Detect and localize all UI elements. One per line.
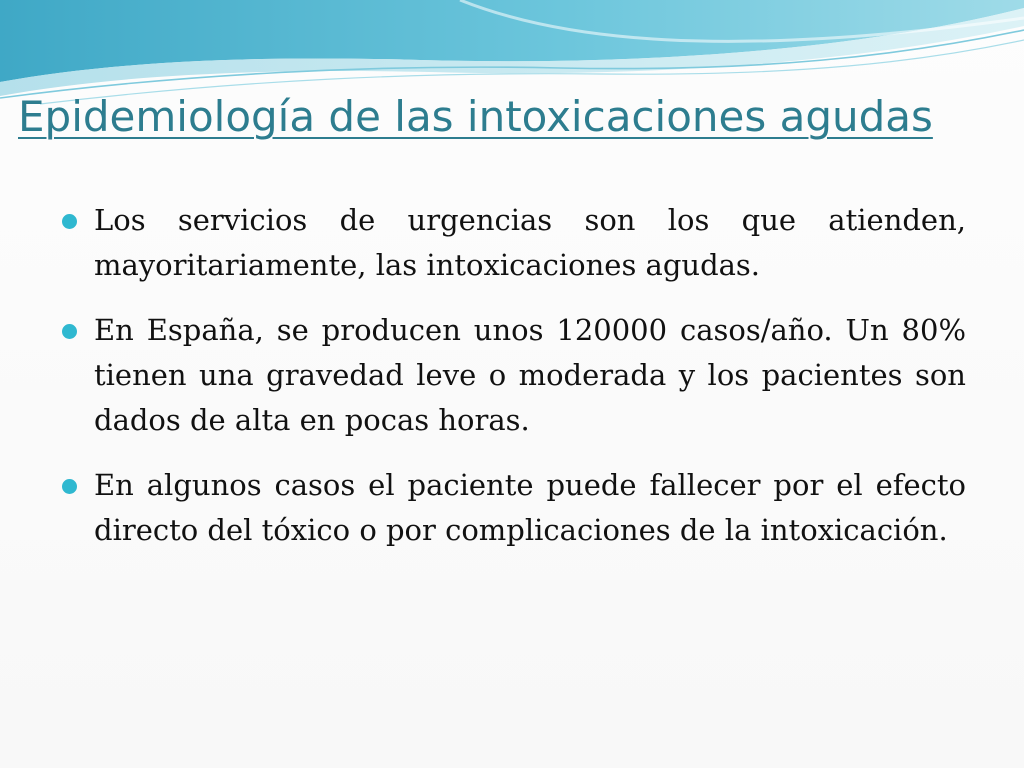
bullet-list [62, 198, 966, 553]
bullet-item [62, 198, 966, 288]
bullet-item [62, 463, 966, 553]
bullet-text: En España, se producen unos 120000 casos/año. Un 80% tienen una gravedad leve o moderada y los pacientes son dados de alta en pocas horas. [94, 313, 966, 437]
filled-circle-bullet-icon [62, 479, 77, 494]
bullet-item [62, 308, 966, 443]
bullet-text: En algunos casos el paciente puede fallecer por el efecto directo del tóxico o por complicaciones de la intoxicación. [94, 468, 966, 547]
slide-title: Epidemiología de las intoxicaciones agudas [18, 92, 933, 141]
bullet-text: Los servicios de urgencias son los que atienden, mayoritariamente, las intoxicaciones agudas. [94, 203, 966, 282]
filled-circle-bullet-icon [62, 214, 77, 229]
filled-circle-bullet-icon [62, 324, 77, 339]
